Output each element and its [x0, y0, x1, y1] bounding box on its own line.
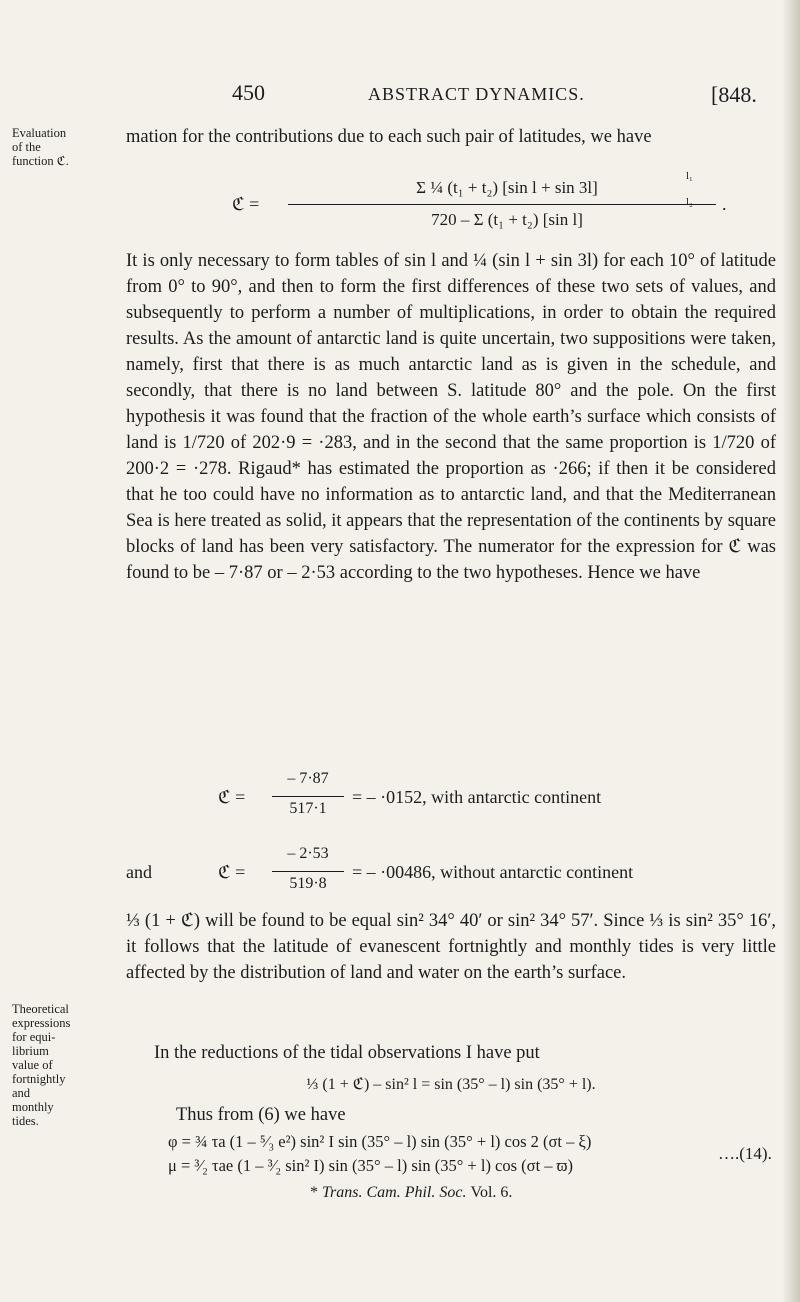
eq1-fraction-bar [288, 204, 716, 205]
paragraph-text: mation for the contributions due to each such pair of latitudes, we have [126, 127, 652, 147]
eq1-upper-limit: l₁ [686, 170, 693, 182]
eq-phi: φ = ¾ τa (1 – ⁵⁄₃ e²) sin² I sin (35° – l) sin (35° + l) cos 2 (σt – ξ) [168, 1132, 592, 1151]
margin-note-line: fortnightly [12, 1072, 66, 1086]
paragraph-text: In the reductions of the tidal observations I have put [154, 1043, 540, 1063]
eq3-numerator: – 2·53 [287, 845, 329, 862]
margin-note-line: monthly [12, 1100, 54, 1114]
footnote-mark: * [310, 1184, 318, 1201]
page-edge-shadow [782, 0, 800, 1302]
equation-4: ⅓ (1 + ℭ) – sin² l = sin (35° – l) sin (35° + l). [306, 1076, 596, 1093]
equation-number: ….(14). [718, 1144, 772, 1163]
eq1-lhs: ℭ = [232, 194, 260, 214]
paragraph-text: ⅓ (1 + ℭ) will be found to be equal sin² 34° 40′ or sin² 34° 57′. Since ⅓ is sin² 35° 16′, it follows that the latitude of evanescent fortnightly and monthly tides is very little affected by the distribution of land and water on the earth’s surface. [126, 911, 776, 983]
margin-note-line: Evaluation [12, 126, 67, 140]
eq3-result: = – ·00486, without antarctic continent [352, 862, 634, 882]
section-number: [848. [711, 82, 757, 107]
margin-note-line: librium [12, 1044, 49, 1058]
eq1-lower-limit: l₂ [686, 196, 693, 208]
eq1-period: . [722, 194, 727, 214]
footnote-source: Trans. Cam. Phil. Soc. [322, 1184, 467, 1201]
margin-note-line: of the [12, 140, 41, 154]
margin-note-line: value of [12, 1058, 53, 1072]
eq2-result: = – ·0152, with antarctic continent [352, 787, 602, 807]
margin-note-evaluation [12, 126, 82, 168]
paragraph-text: It is only necessary to form tables of sin l and ¼ (sin l + sin 3l) for each 10° of latitude from 0° to 90°, and then to form the first differences of these two sets of values, and subsequently to perform a number of multiplications, in order to obtain the required results. As the amount of antarctic land is quite uncertain, two suppositions were taken, namely, first that there is as much antarctic land as is given in the schedule, and secondly, that there is no land between S. latitude 80° and the pole. On the first hypothesis it was found that the fraction of the whole earth’s surface which consists of land is 1/720 of 202·9 = ·283, and in the second that the same proportion is 1/720 of 200·2 = ·278. Rigaud* has estimated the proportion as ·266; if then it be considered that he too could have no information as to antarctic land, and that the Mediterranean Sea is here treated as solid, it appears that the representation of the continents by square blocks of land has been very satisfactory. The numerator for the expression for ℭ was found to be – 7·87 or – 2·53 according to the two hypotheses. Hence we have [126, 251, 776, 583]
eq-mu: μ = ³⁄₂ τae (1 – ³⁄₂ sin² I) sin (35° – l) sin (35° + l) cos (σt – ϖ) [168, 1156, 574, 1175]
eq2-numerator: – 7·87 [287, 770, 329, 787]
eq2-fraction-bar [272, 796, 344, 797]
margin-note-line: and [12, 1086, 31, 1100]
eq2-lhs: ℭ = [218, 787, 246, 807]
margin-note-line: Theoretical [12, 1002, 69, 1016]
eq2-denominator: 517·1 [289, 800, 327, 817]
footnote-volume: Vol. 6. [470, 1184, 513, 1201]
eq3-denominator: 519·8 [289, 875, 327, 892]
running-title: ABSTRACT DYNAMICS. [368, 84, 585, 104]
paragraph-3 [126, 908, 776, 986]
paragraph-text: Thus from (6) we have [176, 1105, 346, 1125]
eq3-fraction-bar [272, 871, 344, 872]
paragraph-1 [126, 124, 776, 150]
paragraph-5 [126, 1102, 776, 1128]
margin-note-line: function ℭ. [12, 154, 69, 168]
margin-note-line: expressions [12, 1016, 71, 1030]
page-number: 450 [232, 80, 265, 105]
eq3-lhs: ℭ = [218, 862, 246, 882]
eq3-and: and [126, 862, 152, 882]
paragraph-4 [126, 1040, 776, 1066]
margin-note-line: for equi- [12, 1030, 56, 1044]
running-header [0, 80, 800, 116]
margin-note-theoretical [12, 1002, 82, 1128]
footnote [310, 1184, 512, 1202]
eq1-numerator: Σ ¼ (t₁ + t₂) [sin l + sin 3l] [416, 178, 598, 197]
eq1-denominator: 720 – Σ (t₁ + t₂) [sin l] [431, 210, 583, 229]
margin-note-line: tides. [12, 1114, 39, 1128]
paragraph-2 [126, 248, 776, 586]
